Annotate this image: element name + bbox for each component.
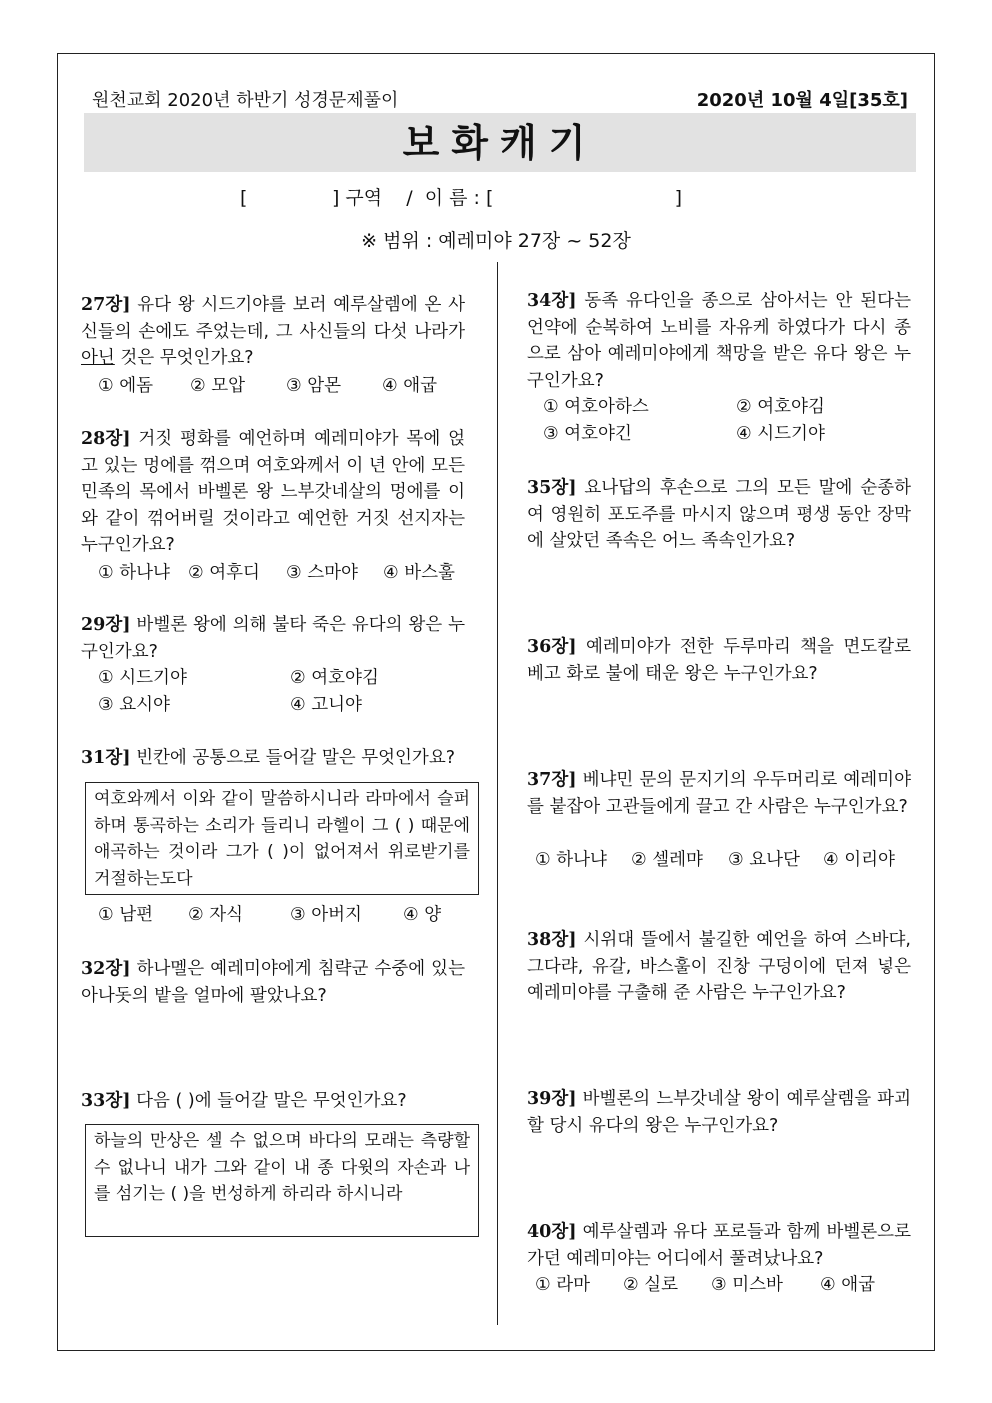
range-line: ※ 범위 : 예레미야 27장 ~ 52장 — [361, 230, 631, 252]
option[interactable]: ④ 양 — [403, 905, 442, 925]
option[interactable]: ① 남편 — [98, 905, 154, 925]
question-text: 시위대 뜰에서 불길한 예언을 하여 스바댜, 그다랴, 유갈, 바스훌이 진창 구덩이에 던져 넣은 예레미야를 구출해 준 사람은 누구인가요? — [527, 930, 911, 1003]
church-title: 원천교회 2020년 하반기 성경문제풀이 — [92, 90, 399, 111]
options-40 — [535, 1272, 915, 1300]
option[interactable]: ① 하나냐 — [535, 850, 607, 870]
option[interactable]: ③ 요나단 — [728, 850, 800, 870]
question-text: 베냐민 문의 문지기의 우두머리로 예레미야를 붙잡아 고관들에게 끌고 간 사람은 누구인가요? — [527, 770, 911, 817]
options-34 — [543, 394, 923, 450]
issue-date: 2020년 10월 4일[35호] — [696, 90, 908, 111]
scripture-box-31: 여호와께서 이와 같이 말씀하시니라 라마에서 슬퍼하며 통곡하는 소리가 들리니 라헬이 그 ( ) 때문에 애곡하는 것이라 그가 ( )이 없어져서 위로받기를 거절하는도다 — [85, 782, 479, 895]
option[interactable]: ① 시드기야 — [98, 668, 187, 688]
options-28 — [98, 560, 478, 588]
question-number: 40장] — [527, 1222, 577, 1242]
option[interactable]: ② 여후디 — [188, 563, 260, 583]
question-text: 예루살렘과 유다 포로들과 함께 바벨론으로 가던 예레미야는 어디에서 풀려났나요? — [527, 1222, 911, 1269]
question-number: 37장] — [527, 770, 577, 790]
option[interactable]: ③ 스마야 — [286, 563, 358, 583]
question-text: 바벨론의 느부갓네살 왕이 예루살렘을 파괴할 당시 유다의 왕은 누구인가요? — [527, 1089, 911, 1136]
option[interactable]: ④ 시드기야 — [736, 424, 825, 444]
question-number: 27장] — [81, 295, 131, 315]
option[interactable]: ② 여호야김 — [290, 668, 379, 688]
underlined-word: 아닌 — [81, 348, 115, 368]
option[interactable]: ③ 암몬 — [286, 376, 342, 396]
question-32 — [81, 956, 465, 1009]
option[interactable]: ③ 미스바 — [711, 1275, 783, 1295]
question-number: 31장] — [81, 748, 131, 768]
option[interactable]: ④ 바스훌 — [383, 563, 455, 583]
question-number: 36장] — [527, 637, 577, 657]
options-27 — [98, 373, 478, 401]
option[interactable]: ③ 아버지 — [290, 905, 362, 925]
question-text: 거짓 평화를 예언하며 예레미야가 목에 얹고 있는 멍에를 꺾으며 여호와께서 이 년 안에 모든 민족의 목에서 바벨론 왕 느부갓네살의 멍에를 이와 같이 꺾어버릴 것이라고 예언한 거짓 선지자는 누구인가요? — [81, 429, 465, 555]
question-34 — [527, 288, 911, 394]
option[interactable]: ③ 여호야긴 — [543, 424, 632, 444]
option[interactable]: ③ 요시야 — [98, 695, 170, 715]
question-27 — [81, 292, 465, 372]
option[interactable]: ① 여호아하스 — [543, 397, 649, 417]
title-banner — [84, 113, 916, 172]
option[interactable]: ② 자식 — [188, 905, 244, 925]
question-text: 하나멜은 예레미야에게 침략군 수중에 있는 아나돗의 밭을 얼마에 팔았나요? — [81, 959, 465, 1006]
options-37 — [535, 847, 915, 875]
question-37 — [527, 767, 911, 820]
option[interactable]: ② 실로 — [623, 1275, 679, 1295]
question-number: 35장] — [527, 478, 577, 498]
question-number: 39장] — [527, 1089, 577, 1109]
question-text: 다음 ( )에 들어갈 말은 무엇인가요? — [130, 1091, 407, 1111]
question-28 — [81, 426, 465, 559]
option[interactable]: ④ 애굽 — [820, 1275, 876, 1295]
question-number: 33장] — [81, 1091, 131, 1111]
option[interactable]: ① 에돔 — [98, 376, 154, 396]
option[interactable]: ② 여호야김 — [736, 397, 825, 417]
question-text: 것은 무엇인가요? — [114, 348, 254, 368]
question-number: 29장] — [81, 615, 131, 635]
question-text: 동족 유다인을 종으로 삼아서는 안 된다는 언약에 순복하여 노비를 자유케 하였다가 다시 종으로 삼아 예레미야에게 책망을 받은 유다 왕은 누구인가요? — [527, 291, 911, 391]
question-text: 요나답의 후손으로 그의 모든 말에 순종하여 영원히 포도주를 마시지 않으며 평생 동안 장막에 살았던 족속은 어느 족속인가요? — [527, 478, 911, 551]
page-title: 보화캐기 — [402, 120, 598, 165]
question-38 — [527, 927, 911, 1007]
question-text: 바벨론 왕에 의해 불타 죽은 유다의 왕은 누구인가요? — [81, 615, 465, 662]
options-31 — [98, 902, 478, 930]
options-29 — [98, 665, 478, 721]
question-text: 빈칸에 공통으로 들어갈 말은 무엇인가요? — [130, 748, 456, 768]
question-35 — [527, 475, 911, 555]
option[interactable]: ④ 애굽 — [382, 376, 438, 396]
option[interactable]: ④ 고니야 — [290, 695, 362, 715]
option[interactable]: ② 모압 — [190, 376, 246, 396]
question-text: 예레미야가 전한 두루마리 책을 면도칼로 베고 화로 불에 태운 왕은 누구인가요? — [527, 637, 911, 684]
question-39 — [527, 1086, 911, 1139]
question-text: 유다 왕 시드기야를 보러 예루살렘에 온 사신들의 손에도 주었는데, 그 사신들의 다섯 나라가 — [81, 295, 465, 342]
question-29 — [81, 612, 465, 665]
scripture-box-33: 하늘의 만상은 셀 수 없으며 바다의 모래는 측량할 수 없나니 내가 그와 같이 내 종 다윗의 자손과 나를 섬기는 ( )을 번성하게 하리라 하시니라 — [85, 1124, 479, 1237]
option[interactable]: ① 하나냐 — [98, 563, 170, 583]
question-number: 32장] — [81, 959, 131, 979]
name-field-line: [ ] 구역 / 이 름 : [ ] — [240, 187, 683, 209]
question-40 — [527, 1219, 911, 1272]
question-number: 38장] — [527, 930, 577, 950]
question-number: 34장] — [527, 291, 577, 311]
question-36 — [527, 634, 911, 687]
question-number: 28장] — [81, 429, 131, 449]
question-31 — [81, 745, 471, 772]
option[interactable]: ① 라마 — [535, 1275, 591, 1295]
option[interactable]: ② 셀레먀 — [631, 850, 703, 870]
option[interactable]: ④ 이리야 — [823, 850, 895, 870]
question-33 — [81, 1088, 471, 1115]
column-divider — [497, 262, 498, 1325]
